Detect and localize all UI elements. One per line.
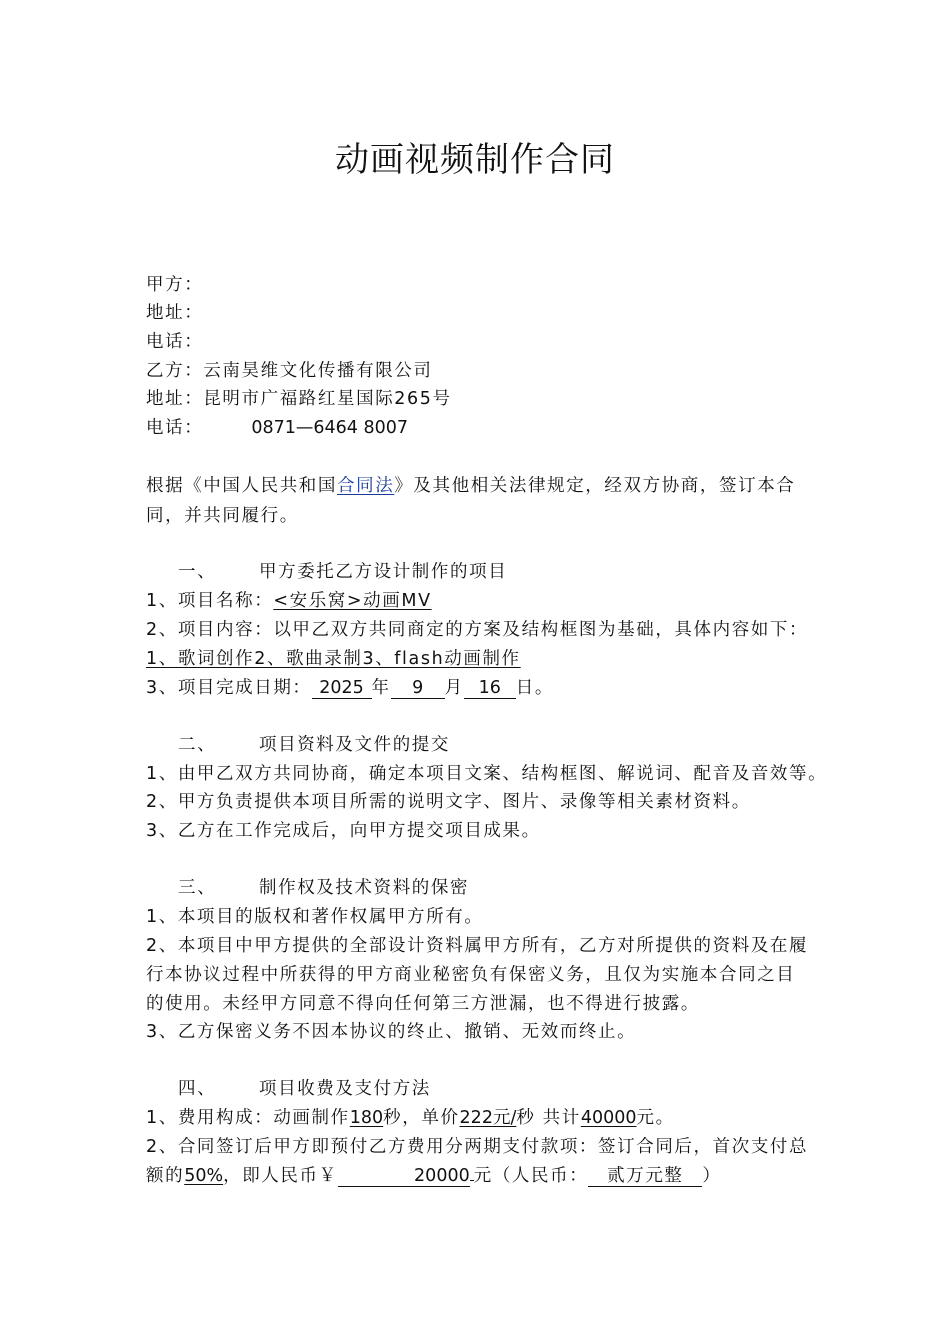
fee-seconds-unit: 秒，单价 <box>383 1108 460 1128</box>
section3-item: 2、本项目中甲方提供的全部设计资料属甲方所有，乙方对所提供的资料及在履 <box>146 936 809 956</box>
fee-unit-price: 222元/ <box>459 1108 517 1128</box>
year-unit: 年 <box>371 678 391 698</box>
close-paren: ） <box>702 1166 722 1186</box>
section3-number: 三、 <box>178 878 217 898</box>
section3-item: 1、本项目的版权和著作权属甲方所有。 <box>146 907 484 927</box>
party-b-address <box>146 387 452 411</box>
section3-heading: 制作权及技术资料的保密 <box>259 878 470 898</box>
payment-terms-line2 <box>146 1164 721 1188</box>
section3-item: 行本协议过程中所获得的甲方商业秘密负有保密义务，且仅为实施本合同之目 <box>146 965 796 985</box>
completion-day: 16 <box>464 678 516 699</box>
party-b-phone-label: 电话： <box>146 418 204 438</box>
fee-total-unit: 元。 <box>636 1108 675 1128</box>
completion-year: 2025 <box>312 678 372 699</box>
section2-item: 1、由甲乙双方共同协商，确定本项目文案、结构框图、解说词、配音及音效等。 <box>146 764 828 784</box>
section4-heading: 项目收费及支付方法 <box>259 1079 431 1099</box>
party-a-phone-label: 电话： <box>146 332 204 352</box>
payment-percent: 50% <box>184 1166 224 1186</box>
intro-paragraph-line2: 同，并共同履行。 <box>146 506 299 526</box>
section1-item1 <box>146 589 432 613</box>
payment-prefix: 额的 <box>146 1166 185 1186</box>
fee-prefix: 1、费用构成：动画制作 <box>146 1108 350 1128</box>
party-b-name <box>146 359 433 383</box>
project-name-value: <安乐窝>动画MV <box>273 591 432 611</box>
payment-amount-unit: 元（人民币： <box>473 1166 589 1186</box>
fee-price-unit: 秒 共计 <box>516 1108 581 1128</box>
party-b-phone-value: 0871—6464 8007 <box>251 418 408 438</box>
section2-item: 3、乙方在工作完成后，向甲方提交项目成果。 <box>146 821 541 841</box>
party-a-phone <box>146 330 203 354</box>
fee-total: 40000 <box>580 1108 637 1128</box>
section1-item2-detail: 1、歌词创作2、歌曲录制3、flash动画制作 <box>146 649 521 669</box>
day-unit: 日。 <box>515 678 554 698</box>
project-name-label: 1、项目名称： <box>146 591 274 611</box>
party-b-name-label: 乙方： <box>146 361 204 381</box>
completion-date-label: 3、项目完成日期： <box>146 678 312 698</box>
section2-number: 二、 <box>178 735 217 755</box>
intro-text-before: 根据《中国人民共和国 <box>146 476 337 496</box>
completion-month: 9 <box>391 678 445 699</box>
payment-amount: 20000 <box>338 1166 470 1187</box>
section2-heading: 项目资料及文件的提交 <box>259 735 450 755</box>
section3-item: 的使用。未经甲方同意不得向任何第三方泄漏，也不得进行披露。 <box>146 994 700 1014</box>
party-b-name-value: 云南昊维文化传播有限公司 <box>203 361 433 381</box>
section3-item: 3、乙方保密义务不因本协议的终止、撤销、无效而终止。 <box>146 1022 637 1042</box>
payment-terms-line1: 2、合同签订后甲方即预付乙方费用分两期支付款项：签订合同后，首次支付总 <box>146 1137 809 1157</box>
document-title: 动画视频制作合同 <box>335 140 615 180</box>
section1-heading: 甲方委托乙方设计制作的项目 <box>259 562 508 582</box>
section1-item3 <box>146 676 554 700</box>
party-a-name <box>146 273 203 297</box>
month-unit: 月 <box>444 678 464 698</box>
payment-mid: ，即人民币￥ <box>223 1166 338 1186</box>
section2-item: 2、甲方负责提供本项目所需的说明文字、图片、录像等相关素材资料。 <box>146 792 751 812</box>
section1-number: 一、 <box>178 562 217 582</box>
party-b-address-label: 地址： <box>146 389 204 409</box>
fee-seconds: 180 <box>349 1108 384 1128</box>
intro-paragraph-line1 <box>146 474 795 498</box>
section1-item2: 2、项目内容：以甲乙双方共同商定的方案及结构框图为基础，具体内容如下： <box>146 620 809 640</box>
party-a-name-label: 甲方： <box>146 275 204 295</box>
payment-amount-words: 贰万元整 <box>588 1166 702 1187</box>
fee-composition <box>146 1106 675 1130</box>
party-a-address <box>146 301 203 325</box>
party-a-address-label: 地址： <box>146 303 204 323</box>
intro-text-after: 》及其他相关法律规定，经双方协商，签订本合 <box>394 476 796 496</box>
party-b-phone <box>146 416 408 440</box>
section4-number: 四、 <box>178 1079 217 1099</box>
party-b-address-value: 昆明市广福路红星国际265号 <box>203 389 452 409</box>
contract-law-link[interactable]: 合同法 <box>337 476 395 496</box>
